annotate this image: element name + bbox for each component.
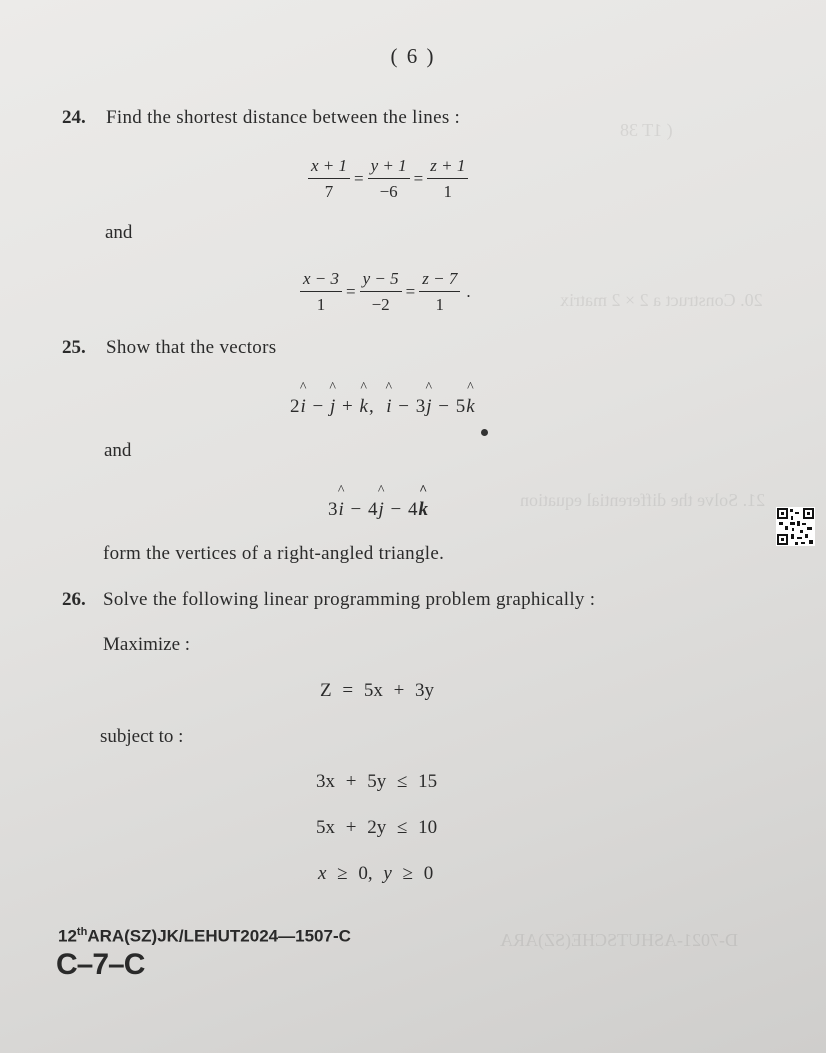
subject-to-label: subject to : xyxy=(100,726,184,747)
connector-and: and xyxy=(104,440,132,461)
operator: − xyxy=(438,396,450,417)
operator: + xyxy=(345,771,357,792)
numerator: y + 1 xyxy=(368,156,410,179)
constant: 10 xyxy=(418,817,438,838)
bleed-through-text: 21. Solve the differential equation xyxy=(520,490,766,510)
operator: + xyxy=(345,817,357,838)
numerator: y − 5 xyxy=(360,269,402,292)
operator: + xyxy=(342,396,354,417)
numerator: z − 7 xyxy=(419,269,460,292)
fraction xyxy=(300,269,342,315)
equals-sign: = xyxy=(342,680,354,701)
denominator: 1 xyxy=(443,182,453,201)
unit-vector-k: ^ k xyxy=(419,499,430,521)
fraction xyxy=(360,269,402,315)
operator: − xyxy=(390,499,403,520)
objective-function xyxy=(320,680,434,702)
paper-code-prefix: 12 xyxy=(58,926,77,946)
operator: − xyxy=(398,396,410,417)
unit-vector-i: ^ i xyxy=(301,396,307,418)
unit-vector-i: ^ i xyxy=(339,499,345,521)
unit-vector-j: ^ j xyxy=(426,396,432,418)
vector-3-expression xyxy=(328,499,429,521)
qr-code xyxy=(776,507,815,546)
constant: 0 xyxy=(423,863,434,884)
unit-vector-j: ^ j xyxy=(379,499,385,521)
question-25-number: 25. xyxy=(62,337,86,358)
relation: ≤ xyxy=(396,771,408,792)
equals-sign: = xyxy=(354,169,364,188)
denominator: −6 xyxy=(379,182,398,201)
fraction xyxy=(308,156,350,202)
constraint-2 xyxy=(316,817,437,839)
term: 5x xyxy=(363,680,383,701)
relation: ≥ xyxy=(337,863,348,884)
paper-set-label: C–7–C xyxy=(56,948,145,981)
variable: x xyxy=(318,863,327,884)
question-25-text: Show that the vectors xyxy=(106,337,277,358)
line-1-equation xyxy=(306,156,470,202)
coefficient: 4 xyxy=(408,499,419,520)
question-24-text: Find the shortest distance between the lines : xyxy=(106,107,461,128)
period: . xyxy=(466,282,471,301)
vectors-expression xyxy=(290,396,476,418)
numerator: x + 1 xyxy=(308,156,350,179)
constraint-1 xyxy=(316,771,437,793)
connector-and: and xyxy=(105,222,133,243)
question-26-number: 26. xyxy=(62,589,86,610)
question-25-conclusion: form the vertices of a right-angled triangle. xyxy=(103,543,445,564)
term: 5y xyxy=(367,771,387,792)
paper-code-superscript: th xyxy=(76,926,88,938)
term: 5x xyxy=(316,817,335,838)
bleed-through-text: D-7021-ASHUTSCHE(SZ)ARA xyxy=(500,930,738,950)
unit-vector-k: ^ k xyxy=(466,396,475,418)
fraction xyxy=(368,156,410,202)
equals-sign: = xyxy=(346,282,356,301)
maximize-label: Maximize : xyxy=(103,634,191,655)
denominator: 1 xyxy=(435,295,445,314)
operator: − xyxy=(312,396,325,417)
relation: ≥ xyxy=(402,863,413,884)
unit-vector-j: ^ j xyxy=(330,396,336,418)
variable: y xyxy=(383,863,392,884)
term: 3y xyxy=(415,680,435,701)
paper-code xyxy=(58,926,351,947)
question-26-text: Solve the following linear programming problem graphically : xyxy=(103,589,596,610)
equals-sign: = xyxy=(413,169,424,188)
term: 2y xyxy=(367,817,387,838)
coefficient: 4 xyxy=(368,499,379,520)
relation: ≤ xyxy=(396,817,408,838)
operator: + xyxy=(393,680,405,701)
coefficient: 3 xyxy=(415,396,427,417)
question-24-number: 24. xyxy=(62,107,86,128)
numerator: z + 1 xyxy=(427,156,468,179)
variable-z: Z xyxy=(320,680,332,701)
fraction xyxy=(419,269,460,315)
page-number: ( 6 ) xyxy=(390,44,436,68)
unit-vector-k: ^ k xyxy=(360,396,369,418)
constraint-3 xyxy=(318,863,433,885)
denominator: 7 xyxy=(324,182,334,201)
stray-ink-dot xyxy=(481,429,488,436)
unit-vector-i: ^ i xyxy=(386,396,392,418)
coefficient: 3 xyxy=(328,499,339,520)
coefficient: 5 xyxy=(455,396,467,417)
separator: , xyxy=(368,396,375,417)
operator: − xyxy=(350,499,363,520)
bleed-through-text: 20. Construct a 2 × 2 matrix xyxy=(560,290,763,310)
line-2-equation xyxy=(298,269,473,315)
paper-code-rest: ARA(SZ)JK/LEHUT2024—1507-C xyxy=(87,926,351,946)
constant: 0, xyxy=(358,863,373,884)
constant: 15 xyxy=(418,771,438,792)
denominator: 1 xyxy=(316,295,326,314)
coefficient: 2 xyxy=(290,396,301,417)
numerator: x − 3 xyxy=(300,269,342,292)
denominator: −2 xyxy=(371,295,390,314)
equals-sign: = xyxy=(405,282,416,301)
bleed-through-text: ( 1T 38 xyxy=(620,120,673,140)
fraction xyxy=(427,156,468,202)
term: 3x xyxy=(316,771,335,792)
